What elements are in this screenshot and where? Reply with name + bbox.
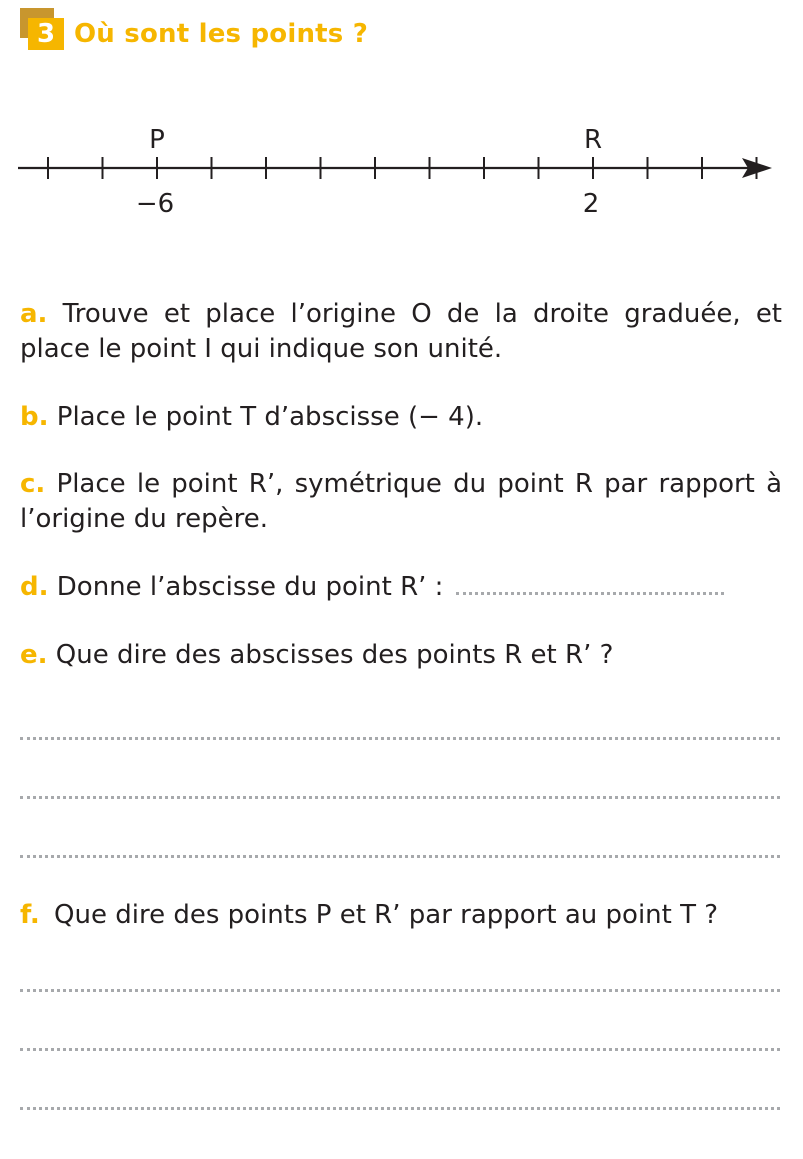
answer-line-f-2[interactable]	[20, 1048, 780, 1051]
question-f-text: Que dire des points P et R’ par rapport au point T ?	[54, 900, 719, 930]
question-a-text: Trouve et place l’origine O de la droite graduée, et place le point I qui indique son unité.	[20, 299, 783, 364]
question-b-label: b.	[20, 402, 49, 432]
answer-line-f-1[interactable]	[20, 989, 780, 992]
exercise-number-badge	[20, 8, 66, 52]
point-value-R: 2	[582, 189, 600, 219]
number-line	[0, 100, 803, 230]
question-b-text: Place le point T d’abscisse (− 4).	[56, 402, 484, 432]
question-d-text: Donne l’abscisse du point R’ :	[56, 572, 444, 602]
question-f-label: f.	[20, 900, 40, 930]
exercise-number: 3	[28, 18, 64, 50]
question-c-label: c.	[20, 469, 46, 499]
answer-line-e-1[interactable]	[20, 737, 780, 740]
question-a	[20, 297, 782, 367]
question-a-label: a.	[20, 299, 48, 329]
answer-line-e-2[interactable]	[20, 796, 780, 799]
question-e-text: Que dire des abscisses des points R et R’ ?	[55, 640, 614, 670]
question-c-text: Place le point R’, symétrique du point R par rapport à l’origine du repère.	[20, 469, 783, 534]
question-d	[20, 570, 782, 605]
answer-line-f-3[interactable]	[20, 1107, 780, 1110]
question-e-label: e.	[20, 640, 48, 670]
number-line-point-labels	[136, 125, 602, 219]
question-b	[20, 400, 782, 435]
exercise-header	[20, 8, 780, 52]
point-name-R: R	[583, 125, 603, 155]
question-e	[20, 638, 782, 673]
question-d-label: d.	[20, 572, 49, 602]
question-f	[20, 898, 782, 933]
point-name-P: P	[149, 125, 165, 155]
question-c	[20, 467, 782, 537]
answer-field-d[interactable]	[456, 586, 724, 595]
answer-line-e-3[interactable]	[20, 855, 780, 858]
point-value-P: −6	[135, 189, 175, 219]
exercise-title: Où sont les points ?	[74, 19, 368, 49]
